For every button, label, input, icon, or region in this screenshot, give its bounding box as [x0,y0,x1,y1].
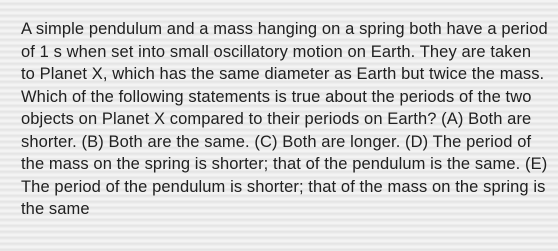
question-text: A simple pendulum and a mass hanging on a spring both have a period of 1 s when set into small oscillatory motion on Earth. They are taken to Planet X, which has the same diameter as Earth but twice the mass. Which of the following statements is true about the periods of the two objects on Planet X compared to their periods on Earth? (A) Both are shorter. (B) Both are the same. (C) Both are longer. (D) The period of the mass on the spring is shorter; that of the pendulum is the same. (E) The period of the pendulum is shorter; that of the mass on the spring is the same [21,20,548,218]
